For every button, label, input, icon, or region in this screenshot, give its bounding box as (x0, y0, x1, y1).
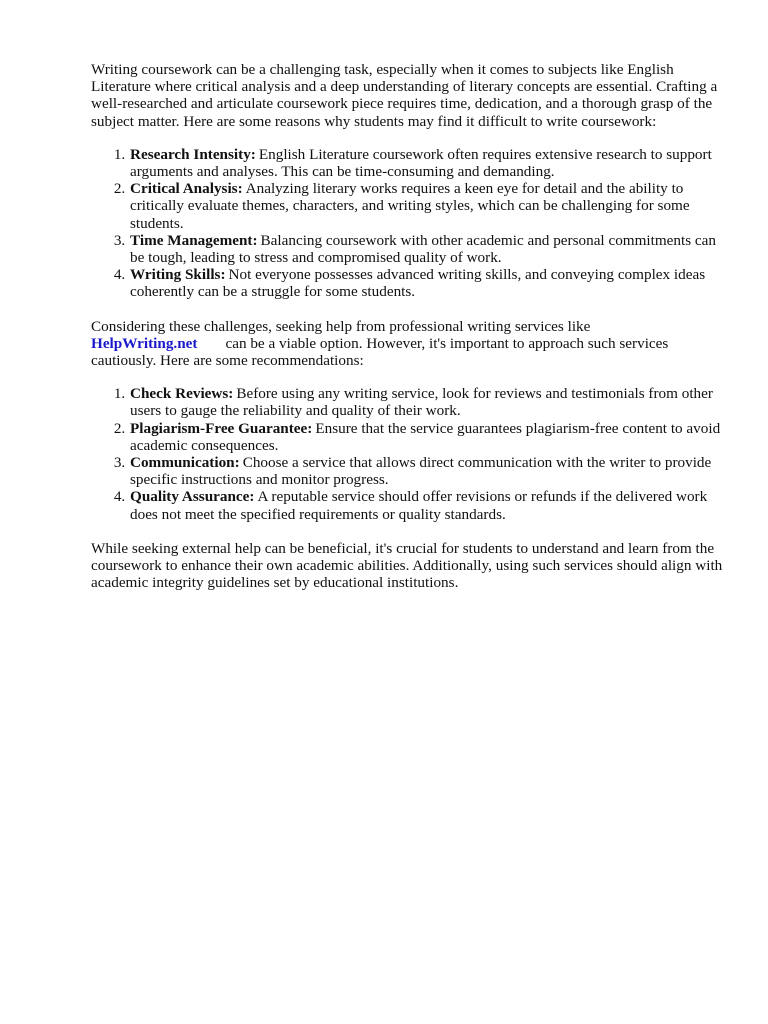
help-paragraph (91, 318, 731, 370)
conclusion-paragraph: While seeking external help can be beneficial, it's crucial for students to understand and learn from the coursework to enhance their own academic abilities. Additionally, using such services should align with academic integrity guidelines set by educational institutions. (91, 539, 723, 592)
list-item (129, 454, 731, 488)
item-text: Balancing coursework with other academic and personal commitments can be tough, leading to stress and compromised quality of work. (130, 231, 717, 267)
list-item (129, 232, 731, 266)
item-title: Research Intensity: (130, 145, 256, 163)
item-title: Plagiarism-Free Guarantee: (130, 419, 313, 437)
document-page (91, 61, 731, 607)
item-title: Quality Assurance: (130, 488, 255, 506)
help-text-after: can be a viable option. However, it's important to approach such services cautiously. Here are some recommendations: (91, 334, 669, 370)
item-text: A reputable service should offer revisions or refunds if the delivered work does not meet the specified requirements or quality standards. (130, 488, 708, 523)
list-item (129, 266, 731, 300)
item-title: Critical Analysis: (130, 180, 243, 198)
item-text: Ensure that the service guarantees plagiarism-free content to avoid academic consequences. (130, 419, 721, 454)
list-item (129, 488, 731, 522)
item-text: Not everyone possesses advanced writing skills, and conveying complex ideas coherently can be a struggle for some students. (130, 266, 706, 301)
item-title: Communication: (130, 454, 240, 472)
help-text-before: Considering these challenges, seeking help from professional writing services like (91, 317, 591, 335)
reasons-list (91, 146, 731, 301)
intro-paragraph: Writing coursework can be a challenging task, especially when it comes to subjects like English Literature where critical analysis and a deep understanding of literary concepts are essential. Crafting a well-researched and articulate coursework piece requires time, dedication, and a thorough grasp of the subject matter. Here are some reasons why students may find it difficult to write coursework: (91, 61, 718, 130)
list-item (129, 420, 731, 454)
item-title: Time Management: (130, 231, 258, 249)
item-text: English Literature coursework often requires extensive research to support arguments and analyses. This can be time-consuming and demanding. (130, 145, 712, 181)
list-item (129, 146, 731, 180)
helpwriting-link[interactable]: HelpWriting.net (91, 334, 198, 352)
item-title: Writing Skills: (130, 266, 226, 284)
recommendations-list (91, 385, 731, 523)
item-text: Before using any writing service, look for reviews and testimonials from other users to gauge the reliability and quality of their work. (130, 385, 713, 420)
item-text: Choose a service that allows direct communication with the writer to provide specific instructions and monitor progress. (130, 454, 712, 489)
item-text: Analyzing literary works requires a keen eye for detail and the ability to critically evaluate themes, characters, and writing styles, which can be challenging for some students. (130, 180, 690, 232)
list-item (129, 385, 731, 419)
item-title: Check Reviews: (130, 385, 234, 403)
list-item (129, 180, 731, 232)
